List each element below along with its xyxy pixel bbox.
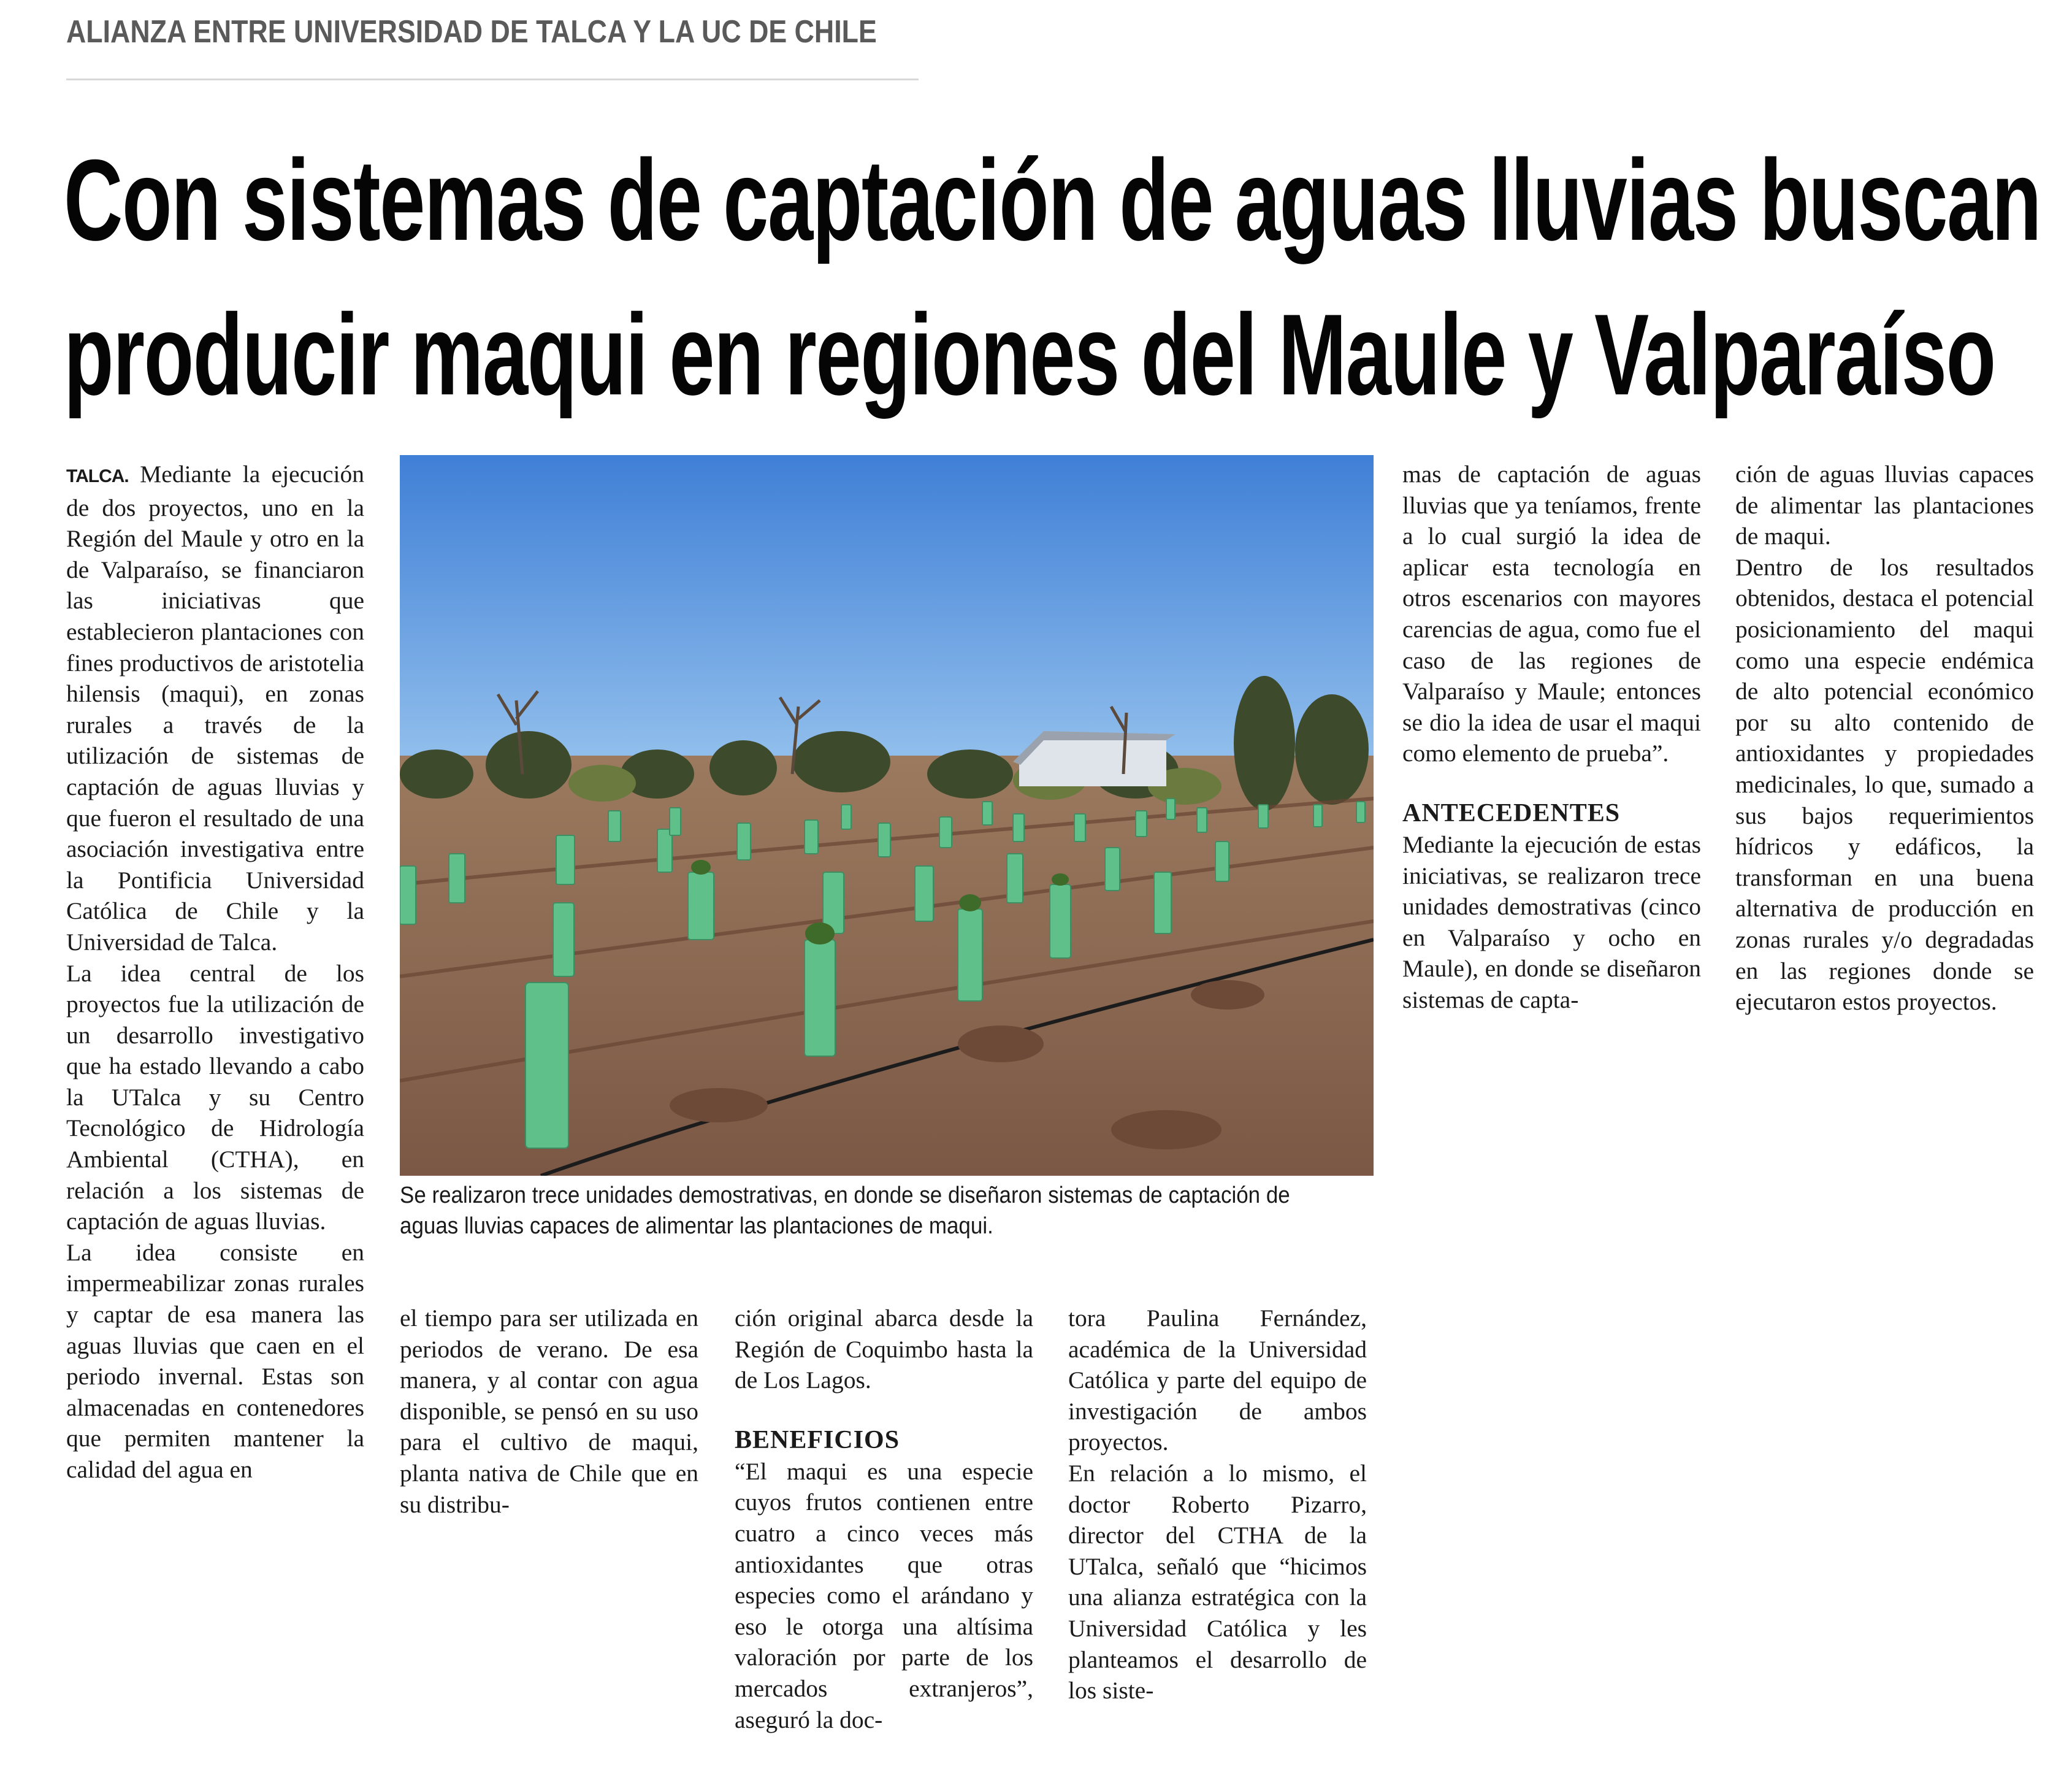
dateline: TALCA. [66,466,129,486]
headline-line-1: Con sistemas de captación de aguas lluvias buscan [64,136,2041,264]
column-5 [1402,459,1701,1016]
column-1 [66,459,364,1485]
paragraph: tora Paulina Fernández, académica de la Universidad Católica y parte del equipo de investigación de ambos proyectos. [1068,1305,1367,1456]
paragraph: En relación a lo mismo, el doctor Roberto Pizarro, director del CTHA de la UTalca, señaló que “hicimos una alianza estratégica con la Universidad Católica y les planteamos el desarrollo de los siste- [1068,1459,1367,1704]
paragraph: ción original abarca desde la Región de Coquimbo hasta la de Los Lagos. [735,1305,1033,1394]
column-6 [1735,459,2034,1018]
paragraph: TALCA. Mediante la ejecución de dos proyectos, uno en la Región del Maule y otro en la de Valparaíso, se financiaron las iniciativas que establecieron plantaciones con fines productivos de aristotelia hilensis (maqui), en zonas rurales a través de la utilización de sistemas de captación de aguas lluvias y que fueron el resultado de una asociación investigativa entre la Pontificia Universidad Católica de Chile y la Universidad de Talca. [66,461,364,956]
maqui-plantation-image [400,455,1374,1176]
column-2 [400,1303,698,1520]
kicker-divider [66,79,919,80]
paragraph: mas de captación de aguas lluvias que ya teníamos, frente a lo cual surgió la idea de aplicar esta tecnología en otros escenarios con mayores carencias de agua, como fue el caso de las regiones de Valparaíso y Maule; entonces se dio la idea de usar el maqui como elemento de prueba”. [1402,461,1701,767]
paragraph: Dentro de los resultados obtenidos, destaca el potencial posicionamiento del maqui como una especie endémica de alto potencial económico por su alto contenido de antioxidantes y propiedades medicinales, lo que, sumado a sus bajos requerimientos hídricos y edáficos, la transforman en una buena alternativa de producción en zonas rurales y/o degradadas en las regiones donde se ejecutaron estos proyectos. [1735,553,2034,1016]
article-headline [64,123,2041,432]
paragraph: La idea consiste en impermeabilizar zonas rurales y captar de esa manera las aguas lluvias que caen en el periodo invernal. Estas son almacenadas en contenedores que permiten mantener la calidad del agua en [66,1238,364,1483]
paragraph: ción de aguas lluvias capaces de alimentar las plantaciones de maqui. [1735,461,2034,550]
article-kicker: ALIANZA ENTRE UNIVERSIDAD DE TALCA Y LA UC DE CHILE [66,14,877,50]
paragraph: “El maqui es una especie cuyos frutos contienen entre cuatro a cinco veces más antioxidantes que otras especies como el arándano y eso le otorga una altísima valoración por parte de los mercados extranjeros”, aseguró la doc- [735,1457,1033,1733]
section-heading-beneficios: BENEFICIOS [735,1425,900,1454]
paragraph: Mediante la ejecución de estas iniciativas, se realizaron trece unidades demostrativas (cinco en Valparaíso y ocho en Maule), en donde se diseñaron sistemas de capta- [1402,830,1701,1013]
section-heading-antecedentes: ANTECEDENTES [1402,799,1621,827]
column-4 [1068,1303,1367,1706]
headline-line-2: producir maqui en regiones del Maule y Valparaíso [64,290,1995,419]
paragraph: La idea central de los proyectos fue la utilización de un desarrollo investigativo que ha estado llevando a cabo la UTalca y su Centro Tecnológico de Hidrología Ambiental (CTHA), en relación a los sistemas de captación de aguas lluvias. [66,959,364,1235]
photo-caption: Se realizaron trece unidades demostrativas, en donde se diseñaron sistemas de captación de aguas lluvias capaces de alimentar las plantaciones de maqui. [400,1182,1290,1239]
column-3 [735,1303,1033,1735]
paragraph: el tiempo para ser utilizada en periodos de verano. De esa manera, y al contar con agua disponible, se pensó en su uso para el cultivo de maqui, planta nativa de Chile que en su distribu- [400,1305,698,1518]
article-photo [400,455,1374,1176]
